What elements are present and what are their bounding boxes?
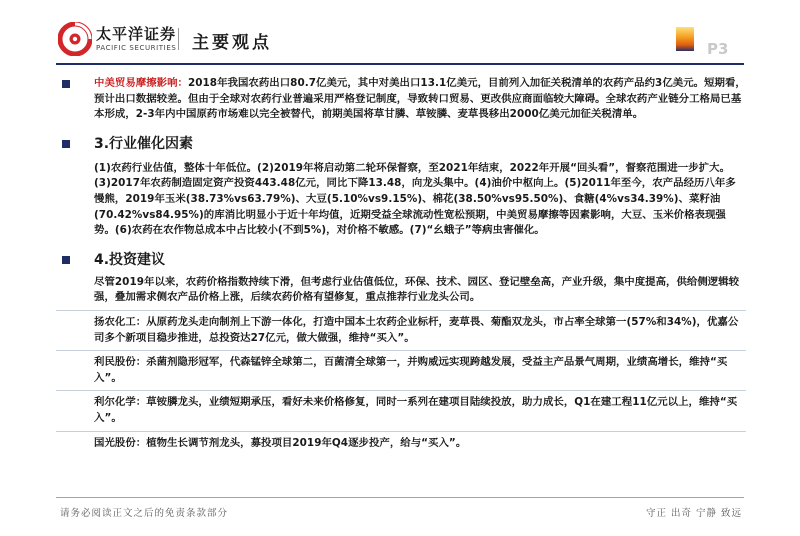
pacific-logo-icon xyxy=(58,22,92,56)
logo-chinese-name: 太平洋证券 xyxy=(96,25,177,43)
footer-divider xyxy=(56,497,744,498)
section-heading-investment xyxy=(56,249,746,271)
trade-friction-label: 中美贸易摩擦影响： xyxy=(94,77,188,89)
disclaimer-note: 请务必阅读正文之后的免责条款部分 xyxy=(60,508,229,519)
stock-recommendation-lier xyxy=(56,390,746,426)
stock-recommendation-guoguang xyxy=(56,431,746,452)
recommendation-text: 国光股份：植物生长调节剂龙头，募投项目2019年Q4逐步投产，给与“买入”。 xyxy=(94,436,467,449)
page-title: 主要观点 xyxy=(192,33,272,53)
logo-english-name: PACIFIC SECURITIES xyxy=(96,44,177,52)
recommendation-text: 利尔化学：草铵膦龙头，业绩短期承压，看好未来价格修复，同时一系列在建项目陆续投放，助力成长，Q1在建工程11亿元以上，维持“买入”。 xyxy=(94,396,738,424)
square-bullet-icon xyxy=(62,80,70,88)
company-motto: 守正 出奇 宁静 致远 xyxy=(646,508,743,519)
catalysts-text: (1)农药行业估值，整体十年低位。(2)2019年将启动第二轮环保督察，至2021年结束，2022年开展“回头看”，督察范围进一步扩大。(3)2017年农药制造固定资产投资443.48亿元，同比下降13.48，向龙头集中。(4)油价中枢向上。(5)2011年至今，农产品经历八年多慢熊，2019年玉米(38.73%vs63.79%)、大豆(5.10%vs9.15%)、棉花(38.50%vs95.50%)、食糖(4%vs34.39%)、菜籽油(70.42%vs84.95%)的库消比明显小于近十年均值，近期受益全球流动性宽松预期，中美贸易摩擦等因素影响，大豆、玉米价格表现强势。(6)农药在农作物总成本中占比较小(不到5%)，对价格不敏感。(7)“幺蛾子”等病虫害催化。 xyxy=(94,161,736,237)
recommendation-text: 扬农化工：从原药龙头走向制剂上下游一体化，打造中国本土农药企业标杆，麦草畏、菊酯双龙头，市占率全球第一(57%和34%)，优嘉公司多个新项目稳步推进，总投资达27亿元，做大做强，维持“买入”。 xyxy=(94,315,739,344)
stock-recommendation-yangnong xyxy=(56,310,746,346)
header-divider xyxy=(56,63,744,65)
square-bullet-icon xyxy=(62,140,70,148)
company-logo xyxy=(58,22,208,58)
square-bullet-icon xyxy=(62,256,70,264)
decorative-gradient-block xyxy=(676,27,694,51)
section-title: 3.行业催化因素 xyxy=(94,135,194,152)
section-title: 4.投资建议 xyxy=(94,251,166,268)
page-number: P3 xyxy=(707,40,729,58)
catalysts-paragraph xyxy=(56,161,746,239)
stock-recommendation-limin xyxy=(56,350,746,386)
trade-friction-text: 2018年我国农药出口80.7亿美元，其中对美出口13.1亿美元，目前列入加征关税清单的农药产品约3亿美元。短期看，预计出口数据较差。但由于全球对农药行业普遍采用严格登记制度，导致转口贸易、更改供应商面临较大障碍。全球农药产业链分工格局已基本形成，2-3年内中国原药市场难以完全被替代，前期美国将草甘膦、草铵膦、麦草畏移出2000亿美元加征关税清单。 xyxy=(94,77,746,121)
recommendation-text: 利民股份：杀菌剂隐形冠军，代森锰锌全球第二，百菌清全球第一，并购威远实现跨越发展，受益主产品景气周期，业绩高增长，维持“买入”。 xyxy=(94,356,728,384)
investment-paragraph xyxy=(56,275,746,306)
section-heading-catalysts xyxy=(56,133,746,155)
investment-text: 尽管2019年以来，农药价格指数持续下滑，但考虑行业估值低位，环保、技术、园区、登记壁垒高，产业升级，集中度提高，供给侧逻辑较强，叠加需求侧农产品价格上涨，后续农药价格有望修复，重点推荐行业龙头公司。 xyxy=(94,275,740,304)
header-separator xyxy=(178,28,179,50)
page-header xyxy=(0,0,800,66)
trade-friction-paragraph xyxy=(56,76,746,123)
main-content xyxy=(56,72,746,451)
